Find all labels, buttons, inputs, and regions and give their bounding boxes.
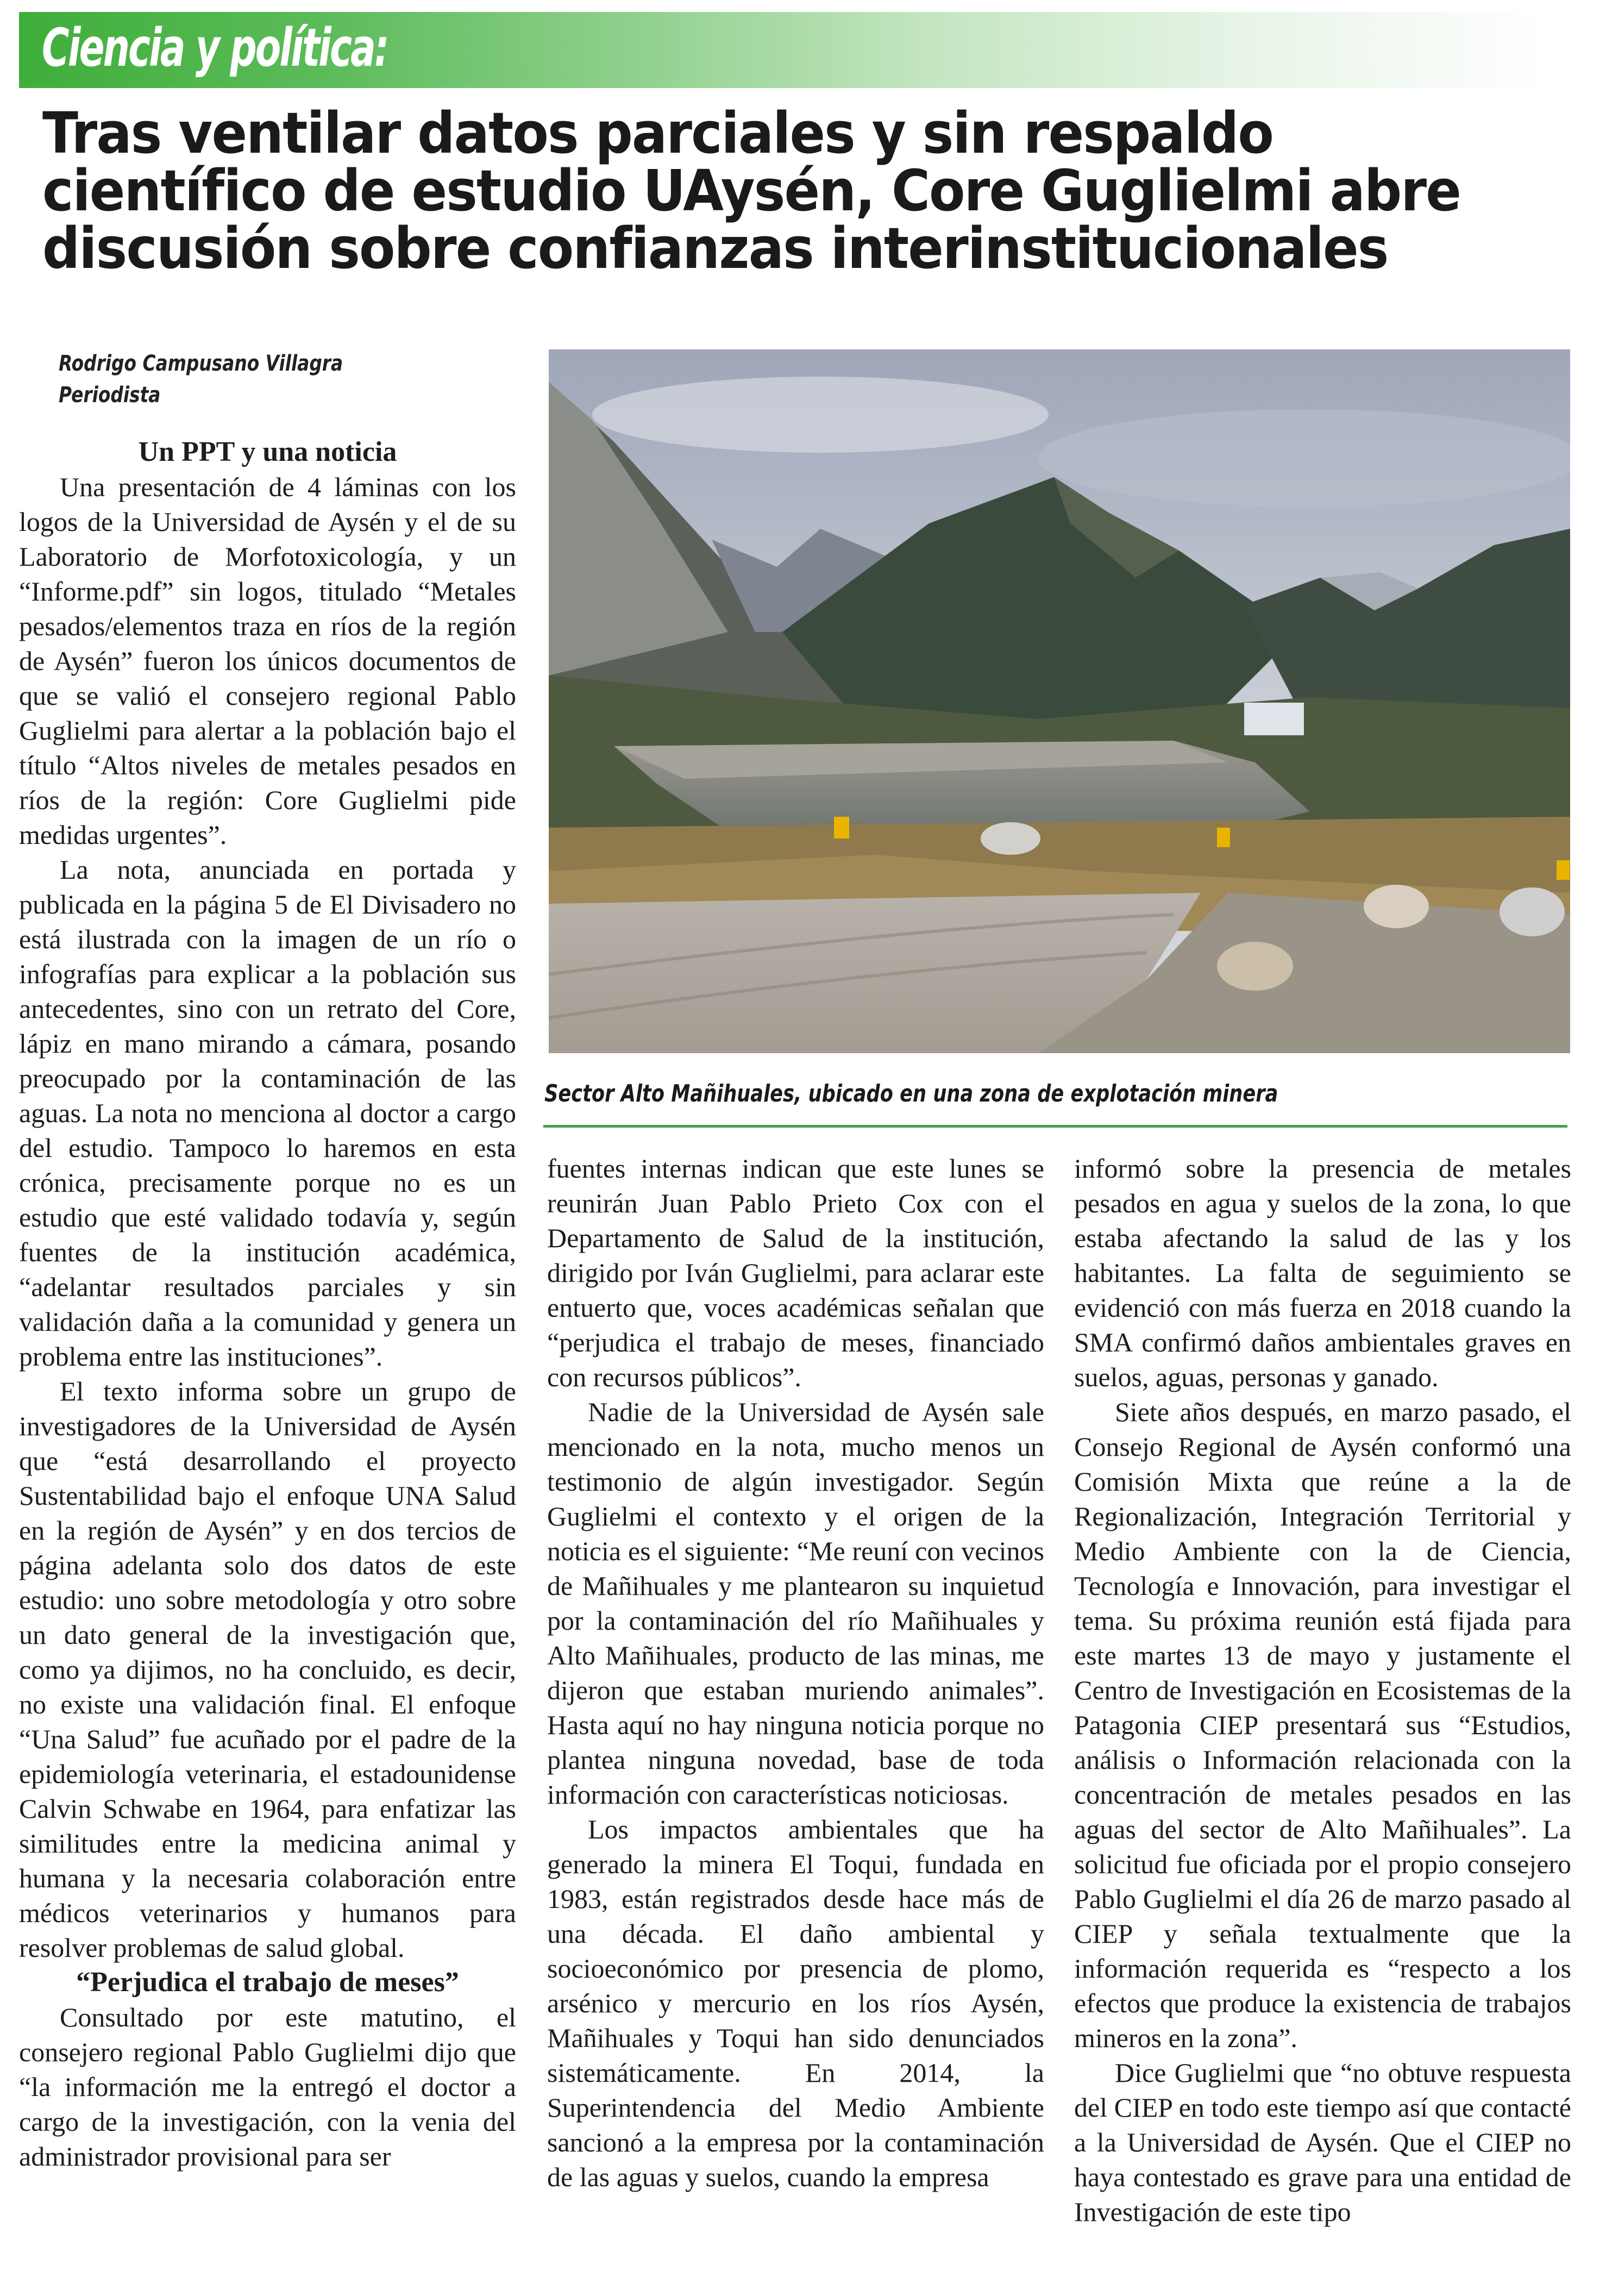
paragraph: Nadie de la Universidad de Aysén sale mencionado en la nota, mucho menos un testimonio de algún investigador. Según Guglielmi el contexto y el origen de la noticia es el siguiente: “Me reuní con vecinos de Mañihuales y me plantearon su inquietud por la contaminación del río Mañihuales y Alto Mañihuales, producto de las minas, me dijeron que estaban muriendo animales”. Hasta aquí no hay ninguna noticia porque no plantea ninguna novedad, base de toda información con características noticiosas.	[547, 1397, 1044, 1810]
paragraph: La nota, anunciada en portada y publicada en la página 5 de El Divisadero no está ilustrada con la imagen de un río o infografías para explicar a la población sus antecedentes, sino con un retrato del Core, lápiz en mano mirando a cámara, posando preocupado por la contaminación de las aguas. La nota no menciona al doctor a cargo del estudio. Tampoco lo haremos en esta crónica, precisamente porque no es un estudio que esté validado todavía y, según fuentes de la institución académica, “adelantar resultados parciales y sin validación daña a la comunidad y genera un problema entre las instituciones”.	[19, 854, 516, 1372]
author-role: Periodista	[59, 383, 161, 408]
landscape-photo-icon	[549, 349, 1570, 1053]
caption-divider	[543, 1125, 1567, 1128]
headline-line-3: discusión sobre confianzas interinstitucionales	[42, 215, 1388, 281]
paragraph: fuentes internas indican que este lunes se reunirán Juan Pablo Prieto Cox con el Departamento de Salud de la institución, dirigido por Iván Guglielmi, para aclarar este entuerto que, voces académicas señalan que “perjudica el trabajo de meses, financiado con recursos públicos”.	[547, 1153, 1044, 1392]
subhead-perjudica: “Perjudica el trabajo de meses”	[76, 1967, 459, 1998]
section-kicker: Ciencia y política:	[42, 17, 388, 78]
section-banner	[19, 12, 1546, 88]
headline-line-2: científico de estudio UAysén, Core Guglielmi abre	[42, 158, 1460, 224]
paragraph: El texto informa sobre un grupo de investigadores de la Universidad de Aysén que “está desarrollando el proyecto Sustentabilidad bajo el enfoque UNA Salud en la región de Aysén” y en dos tercios de página adelanta solo dos datos de este estudio: uno sobre metodología y otro sobre un dato general de la investigación que, como ya dijimos, no ha concluido, es decir, no existe una validación final. El enfoque “Una Salud” fue acuñado por el padre de la epidemiología veterinaria, el estadounidense Calvin Schwabe en 1964, para enfatizar las similitudes entre la medicina animal y humana y la necesaria colaboración entre médicos veterinarios y humanos para resolver problemas de salud global.	[19, 1376, 516, 1963]
photo-caption: Sector Alto Mañihuales, ubicado en una zona de explotación minera	[544, 1080, 1278, 1108]
paragraph: Dice Guglielmi que “no obtuve respuesta del CIEP en todo este tiempo así que contacté a la Universidad de Aysén. Que el CIEP no haya contestado es grave para una entidad de Investigación de este tipo	[1074, 2057, 1571, 2227]
author-name: Rodrigo Campusano Villagra	[59, 351, 343, 376]
article-photo	[549, 349, 1570, 1053]
article-headline	[42, 100, 1564, 281]
paragraph: Los impactos ambientales que ha generado la minera El Toqui, fundada en 1983, están registrados desde hace más de una década. El daño ambiental y socioeconómico por presencia de plomo, arsénico y mercurio en los ríos Aysén, Mañihuales y Toqui han sido denunciados sistemáticamente. En 2014, la Superintendencia del Medio Ambiente sancionó a la empresa por la contaminación de las aguas y suelos, cuando la empresa	[547, 1814, 1044, 2192]
paragraph: Consultado por este matutino, el consejero regional Pablo Guglielmi dijo que “la información me la entregó el doctor a cargo de la investigación, con la venia del administrador provisional para ser	[19, 2002, 516, 2172]
paragraph: Una presentación de 4 láminas con los logos de la Universidad de Aysén y el de su Laboratorio de Morfotoxicología, y un “Informe.pdf” sin logos, titulado “Metales pesados/elementos traza en ríos de la región de Aysén” fueron los únicos documentos de que se valió el consejero regional Pablo Guglielmi para alertar a la población bajo el título “Altos niveles de metales pesados en ríos de la región: Core Guglielmi pide medidas urgentes”.	[19, 472, 516, 850]
headline-line-1: Tras ventilar datos parciales y sin respaldo	[42, 100, 1273, 166]
article-column-3	[1074, 1151, 1571, 2232]
article-column-2	[547, 1151, 1044, 2232]
byline	[59, 348, 405, 411]
subhead-ppt: Un PPT y una noticia	[138, 436, 397, 467]
article-column-1	[19, 435, 516, 2214]
paragraph: Siete años después, en marzo pasado, el Consejo Regional de Aysén conformó una Comisión Mixta que reúne a la de Regionalización, Integración Territorial y Medio Ambiente con la de Ciencia, Tecnología e Innovación, para investigar el tema. Su próxima reunión está fijada para este martes 13 de mayo y justamente el Centro de Investigación en Ecosistemas de la Patagonia CIEP presentará sus “Estudios, análisis o Información relacionada con la concentración de metales pesados en las aguas del sector de Alto Mañihuales”. La solicitud fue oficiada por el propio consejero Pablo Guglielmi el día 26 de marzo pasado al CIEP y señala textualmente que la información requerida es “respecto a los efectos que produce la existencia de trabajos mineros en la zona”.	[1074, 1397, 1571, 2053]
paragraph: informó sobre la presencia de metales pesados en agua y suelos de la zona, lo que estaba afectando la salud de las y los habitantes. La falta de seguimiento se evidenció con más fuerza en 2018 cuando la SMA confirmó daños ambientales graves en suelos, aguas, personas y ganado.	[1074, 1153, 1571, 1392]
